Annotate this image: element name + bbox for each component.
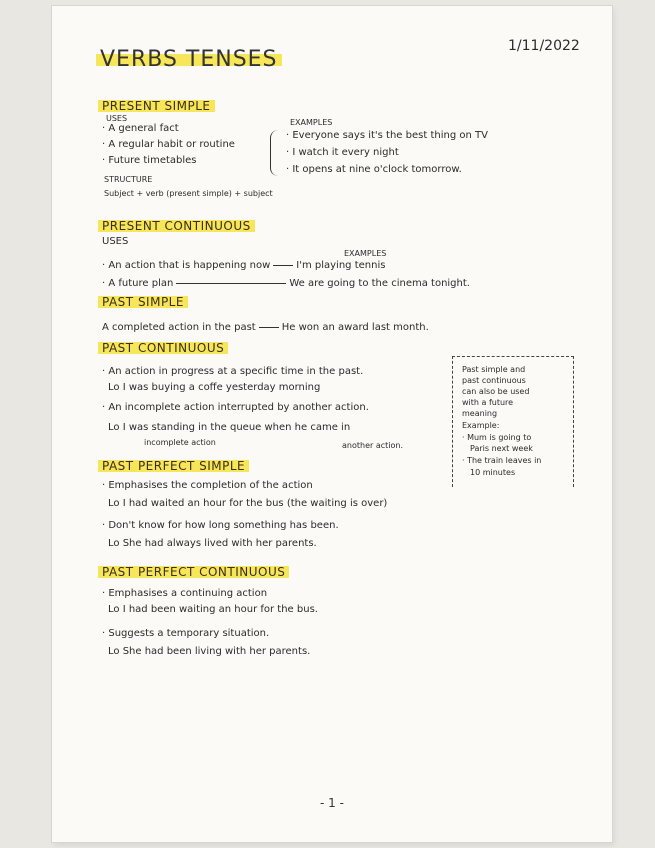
side-note-line-7: · Mum is going to: [462, 433, 532, 442]
past-perfect-simple-example-2: Lo She had always lived with her parents.: [108, 538, 317, 549]
side-note-line-3: can also be used: [462, 387, 530, 396]
past-perfect-continuous-example-1: Lo I had been waiting an hour for the bus.: [108, 604, 318, 615]
past-perfect-simple-use-2: · Don't know for how long something has been.: [102, 520, 339, 531]
present-simple-example-3: · It opens at nine o'clock tomorrow.: [286, 164, 462, 175]
arrow-icon: [176, 283, 286, 284]
past-continuous-use-2: · An incomplete action interrupted by another action.: [102, 402, 369, 413]
present-continuous-use-1: · An action that is happening now: [102, 260, 271, 271]
side-note-line-6: Example:: [462, 421, 500, 430]
present-simple-uses-label: USES: [106, 114, 128, 123]
heading-past-perfect-continuous: PAST PERFECT CONTINUOUS: [98, 566, 289, 578]
side-note-line-10: 10 minutes: [470, 468, 516, 477]
heading-present-simple: PRESENT SIMPLE: [98, 100, 215, 112]
present-simple-examples-label: EXAMPLES: [290, 118, 333, 127]
present-continuous-line-1: [102, 260, 385, 272]
past-continuous-use-1: · An action in progress at a specific time in the past.: [102, 366, 364, 377]
past-continuous-example-2: Lo I was standing in the queue when he came in: [108, 422, 351, 433]
present-continuous-use-2: · A future plan: [102, 278, 174, 289]
present-continuous-example-2: We are going to the cinema tonight.: [289, 278, 470, 289]
heading-present-continuous: PRESENT CONTINUOUS: [98, 220, 255, 232]
past-simple-line: [102, 322, 429, 334]
present-simple-use-1: · A general fact: [102, 123, 179, 134]
heading-past-perfect-simple: PAST PERFECT SIMPLE: [98, 460, 249, 472]
present-continuous-uses-label: USES: [102, 236, 129, 247]
past-perfect-continuous-use-1: · Emphasises a continuing action: [102, 588, 268, 599]
present-simple-example-1: · Everyone says it's the best thing on TV: [286, 130, 488, 141]
past-perfect-simple-use-1: · Emphasises the completion of the action: [102, 480, 313, 491]
past-simple-example: He won an award last month.: [281, 322, 429, 333]
side-note-line-4: with a future: [462, 398, 514, 407]
heading-past-continuous: PAST CONTINUOUS: [98, 342, 228, 354]
past-perfect-continuous-example-2: Lo She had been living with her parents.: [108, 646, 311, 657]
present-continuous-example-1: I'm playing tennis: [296, 260, 386, 271]
structure-label: STRUCTURE: [104, 175, 153, 184]
label-another-action: another action.: [342, 441, 403, 450]
past-perfect-continuous-use-2: · Suggests a temporary situation.: [102, 628, 270, 639]
label-incomplete-action: incomplete action: [144, 438, 216, 447]
present-continuous-examples-label: EXAMPLES: [344, 249, 387, 258]
side-note-line-9: · The train leaves in: [462, 456, 542, 465]
past-perfect-simple-example-1: Lo I had waited an hour for the bus (the waiting is over): [108, 498, 388, 509]
page-date: 1/11/2022: [508, 38, 580, 54]
side-note-line-1: Past simple and: [462, 365, 526, 374]
curly-brace: [270, 130, 281, 176]
present-simple-example-2: · I watch it every night: [286, 147, 399, 158]
side-note-line-8: Paris next week: [470, 444, 533, 453]
structure-text: Subject + verb (present simple) + subject: [104, 189, 273, 198]
present-simple-use-2: · A regular habit or routine: [102, 139, 235, 150]
arrow-icon: [259, 327, 279, 328]
page-number: - 1 -: [320, 796, 344, 810]
side-note-line-5: meaning: [462, 409, 498, 418]
present-continuous-line-2: [102, 278, 470, 290]
side-note-line-2: past continuous: [462, 376, 526, 385]
present-simple-use-3: · Future timetables: [102, 155, 197, 166]
page-title: VERBS TENSES: [96, 54, 282, 66]
arrow-icon: [273, 265, 293, 266]
past-simple-use: A completed action in the past: [102, 322, 256, 333]
past-continuous-example-1: Lo I was buying a coffe yesterday morning: [108, 382, 321, 393]
heading-past-simple: PAST SIMPLE: [98, 296, 188, 308]
